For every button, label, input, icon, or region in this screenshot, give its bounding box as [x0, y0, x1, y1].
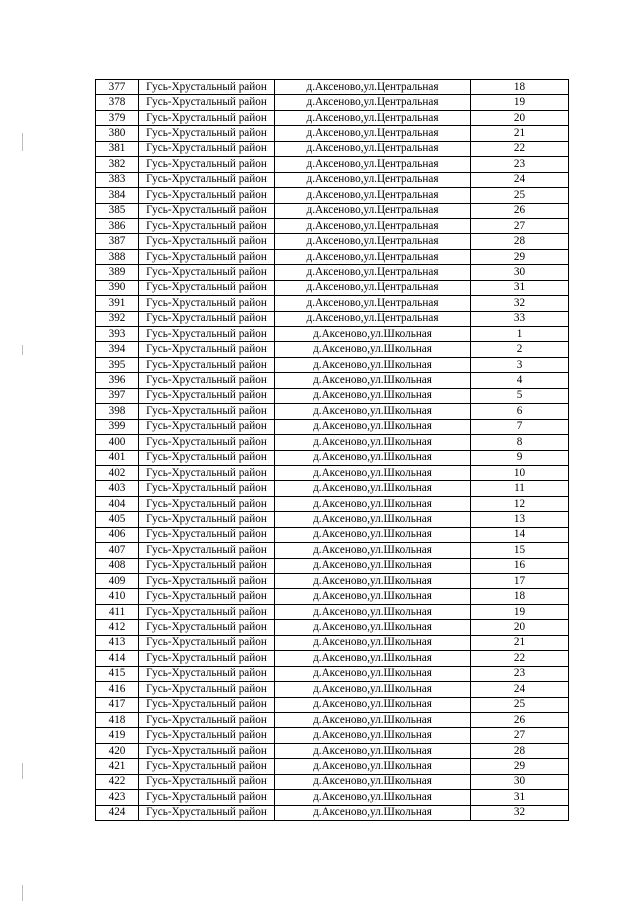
address-cell: д.Аксеново,ул.Школьная [275, 419, 471, 434]
table-row [96, 743, 569, 758]
table-row [96, 759, 569, 774]
district-cell: Гусь-Хрустальный район [139, 249, 275, 264]
table-row [96, 604, 569, 619]
house-number-cell: 24 [471, 682, 569, 697]
district-cell: Гусь-Хрустальный район [139, 203, 275, 218]
address-cell: д.Аксеново,ул.Школьная [275, 604, 471, 619]
table-row [96, 373, 569, 388]
table-row [96, 496, 569, 511]
address-cell: д.Аксеново,ул.Центральная [275, 280, 471, 295]
house-number-cell: 19 [471, 604, 569, 619]
district-cell: Гусь-Хрустальный район [139, 759, 275, 774]
table-row [96, 80, 569, 95]
house-number-cell: 23 [471, 666, 569, 681]
house-number-cell: 22 [471, 651, 569, 666]
row-number-cell: 379 [96, 110, 139, 125]
address-cell: д.Аксеново,ул.Школьная [275, 805, 471, 820]
house-number-cell: 31 [471, 790, 569, 805]
table-row [96, 342, 569, 357]
table-row [96, 188, 569, 203]
house-number-cell: 2 [471, 342, 569, 357]
address-cell: д.Аксеново,ул.Школьная [275, 481, 471, 496]
district-cell: Гусь-Хрустальный район [139, 265, 275, 280]
table-row [96, 172, 569, 187]
scan-margin-mark [22, 345, 23, 355]
row-number-cell: 413 [96, 635, 139, 650]
address-cell: д.Аксеново,ул.Школьная [275, 697, 471, 712]
address-cell: д.Аксеново,ул.Школьная [275, 635, 471, 650]
table-row [96, 357, 569, 372]
address-cell: д.Аксеново,ул.Школьная [275, 342, 471, 357]
address-cell: д.Аксеново,ул.Школьная [275, 327, 471, 342]
table-row [96, 419, 569, 434]
row-number-cell: 418 [96, 712, 139, 727]
row-number-cell: 385 [96, 203, 139, 218]
address-table [95, 79, 569, 821]
address-cell: д.Аксеново,ул.Школьная [275, 558, 471, 573]
district-cell: Гусь-Хрустальный район [139, 743, 275, 758]
row-number-cell: 405 [96, 512, 139, 527]
row-number-cell: 396 [96, 373, 139, 388]
address-cell: д.Аксеново,ул.Школьная [275, 404, 471, 419]
row-number-cell: 387 [96, 234, 139, 249]
row-number-cell: 394 [96, 342, 139, 357]
house-number-cell: 25 [471, 697, 569, 712]
address-cell: д.Аксеново,ул.Школьная [275, 790, 471, 805]
row-number-cell: 412 [96, 620, 139, 635]
row-number-cell: 390 [96, 280, 139, 295]
house-number-cell: 22 [471, 141, 569, 156]
district-cell: Гусь-Хрустальный район [139, 296, 275, 311]
row-number-cell: 419 [96, 728, 139, 743]
district-cell: Гусь-Хрустальный район [139, 95, 275, 110]
scan-margin-mark [22, 133, 23, 151]
row-number-cell: 401 [96, 450, 139, 465]
address-cell: д.Аксеново,ул.Школьная [275, 759, 471, 774]
row-number-cell: 391 [96, 296, 139, 311]
district-cell: Гусь-Хрустальный район [139, 620, 275, 635]
district-cell: Гусь-Хрустальный район [139, 805, 275, 820]
district-cell: Гусь-Хрустальный район [139, 80, 275, 95]
district-cell: Гусь-Хрустальный район [139, 280, 275, 295]
house-number-cell: 15 [471, 543, 569, 558]
house-number-cell: 24 [471, 172, 569, 187]
address-cell: д.Аксеново,ул.Центральная [275, 95, 471, 110]
row-number-cell: 411 [96, 604, 139, 619]
district-cell: Гусь-Хрустальный район [139, 774, 275, 789]
district-cell: Гусь-Хрустальный район [139, 496, 275, 511]
row-number-cell: 409 [96, 574, 139, 589]
address-cell: д.Аксеново,ул.Центральная [275, 80, 471, 95]
house-number-cell: 19 [471, 95, 569, 110]
table-row [96, 682, 569, 697]
row-number-cell: 407 [96, 543, 139, 558]
table-row [96, 620, 569, 635]
district-cell: Гусь-Хрустальный район [139, 574, 275, 589]
house-number-cell: 11 [471, 481, 569, 496]
house-number-cell: 5 [471, 388, 569, 403]
house-number-cell: 13 [471, 512, 569, 527]
row-number-cell: 397 [96, 388, 139, 403]
table-row [96, 110, 569, 125]
table-row [96, 589, 569, 604]
table-row [96, 327, 569, 342]
table-row [96, 512, 569, 527]
district-cell: Гусь-Хрустальный район [139, 450, 275, 465]
table-row [96, 558, 569, 573]
table-row [96, 388, 569, 403]
district-cell: Гусь-Хрустальный район [139, 589, 275, 604]
table-row [96, 404, 569, 419]
address-cell: д.Аксеново,ул.Центральная [275, 311, 471, 326]
district-cell: Гусь-Хрустальный район [139, 188, 275, 203]
district-cell: Гусь-Хрустальный район [139, 635, 275, 650]
row-number-cell: 378 [96, 95, 139, 110]
table-row [96, 126, 569, 141]
district-cell: Гусь-Хрустальный район [139, 790, 275, 805]
row-number-cell: 415 [96, 666, 139, 681]
row-number-cell: 400 [96, 435, 139, 450]
address-cell: д.Аксеново,ул.Школьная [275, 450, 471, 465]
address-cell: д.Аксеново,ул.Центральная [275, 157, 471, 172]
table-row [96, 774, 569, 789]
table-row [96, 141, 569, 156]
district-cell: Гусь-Хрустальный район [139, 327, 275, 342]
address-cell: д.Аксеново,ул.Школьная [275, 651, 471, 666]
house-number-cell: 29 [471, 249, 569, 264]
house-number-cell: 14 [471, 527, 569, 542]
district-cell: Гусь-Хрустальный район [139, 558, 275, 573]
address-table-body [96, 80, 569, 821]
district-cell: Гусь-Хрустальный район [139, 527, 275, 542]
address-cell: д.Аксеново,ул.Школьная [275, 712, 471, 727]
row-number-cell: 395 [96, 357, 139, 372]
row-number-cell: 377 [96, 80, 139, 95]
table-row [96, 712, 569, 727]
house-number-cell: 3 [471, 357, 569, 372]
row-number-cell: 414 [96, 651, 139, 666]
row-number-cell: 398 [96, 404, 139, 419]
house-number-cell: 27 [471, 728, 569, 743]
table-row [96, 465, 569, 480]
table-row [96, 265, 569, 280]
table-row [96, 790, 569, 805]
district-cell: Гусь-Хрустальный район [139, 126, 275, 141]
house-number-cell: 23 [471, 157, 569, 172]
table-row [96, 527, 569, 542]
house-number-cell: 28 [471, 234, 569, 249]
table-row [96, 697, 569, 712]
table-row [96, 728, 569, 743]
address-cell: д.Аксеново,ул.Школьная [275, 743, 471, 758]
house-number-cell: 20 [471, 110, 569, 125]
table-row [96, 311, 569, 326]
address-cell: д.Аксеново,ул.Школьная [275, 465, 471, 480]
row-number-cell: 423 [96, 790, 139, 805]
house-number-cell: 10 [471, 465, 569, 480]
district-cell: Гусь-Хрустальный район [139, 172, 275, 187]
row-number-cell: 408 [96, 558, 139, 573]
house-number-cell: 31 [471, 280, 569, 295]
row-number-cell: 421 [96, 759, 139, 774]
house-number-cell: 7 [471, 419, 569, 434]
row-number-cell: 424 [96, 805, 139, 820]
row-number-cell: 383 [96, 172, 139, 187]
address-cell: д.Аксеново,ул.Центральная [275, 141, 471, 156]
house-number-cell: 1 [471, 327, 569, 342]
house-number-cell: 6 [471, 404, 569, 419]
row-number-cell: 388 [96, 249, 139, 264]
district-cell: Гусь-Хрустальный район [139, 697, 275, 712]
row-number-cell: 386 [96, 218, 139, 233]
address-cell: д.Аксеново,ул.Центральная [275, 234, 471, 249]
table-row [96, 574, 569, 589]
district-cell: Гусь-Хрустальный район [139, 157, 275, 172]
house-number-cell: 8 [471, 435, 569, 450]
row-number-cell: 399 [96, 419, 139, 434]
address-cell: д.Аксеново,ул.Школьная [275, 357, 471, 372]
address-cell: д.Аксеново,ул.Центральная [275, 296, 471, 311]
address-cell: д.Аксеново,ул.Центральная [275, 249, 471, 264]
table-row [96, 218, 569, 233]
house-number-cell: 30 [471, 774, 569, 789]
address-cell: д.Аксеново,ул.Школьная [275, 666, 471, 681]
address-cell: д.Аксеново,ул.Школьная [275, 435, 471, 450]
row-number-cell: 382 [96, 157, 139, 172]
address-cell: д.Аксеново,ул.Центральная [275, 188, 471, 203]
house-number-cell: 18 [471, 589, 569, 604]
address-cell: д.Аксеново,ул.Центральная [275, 218, 471, 233]
address-cell: д.Аксеново,ул.Школьная [275, 728, 471, 743]
house-number-cell: 32 [471, 805, 569, 820]
row-number-cell: 403 [96, 481, 139, 496]
row-number-cell: 380 [96, 126, 139, 141]
table-row [96, 435, 569, 450]
district-cell: Гусь-Хрустальный район [139, 481, 275, 496]
address-cell: д.Аксеново,ул.Школьная [275, 512, 471, 527]
house-number-cell: 32 [471, 296, 569, 311]
row-number-cell: 417 [96, 697, 139, 712]
table-row [96, 450, 569, 465]
scan-margin-mark [22, 763, 23, 779]
house-number-cell: 33 [471, 311, 569, 326]
district-cell: Гусь-Хрустальный район [139, 712, 275, 727]
district-cell: Гусь-Хрустальный район [139, 218, 275, 233]
district-cell: Гусь-Хрустальный район [139, 728, 275, 743]
row-number-cell: 410 [96, 589, 139, 604]
address-cell: д.Аксеново,ул.Центральная [275, 126, 471, 141]
row-number-cell: 406 [96, 527, 139, 542]
district-cell: Гусь-Хрустальный район [139, 543, 275, 558]
house-number-cell: 16 [471, 558, 569, 573]
house-number-cell: 30 [471, 265, 569, 280]
district-cell: Гусь-Хрустальный район [139, 404, 275, 419]
district-cell: Гусь-Хрустальный район [139, 110, 275, 125]
house-number-cell: 20 [471, 620, 569, 635]
house-number-cell: 12 [471, 496, 569, 511]
row-number-cell: 393 [96, 327, 139, 342]
address-cell: д.Аксеново,ул.Школьная [275, 527, 471, 542]
address-cell: д.Аксеново,ул.Центральная [275, 203, 471, 218]
district-cell: Гусь-Хрустальный район [139, 512, 275, 527]
district-cell: Гусь-Хрустальный район [139, 373, 275, 388]
table-row [96, 234, 569, 249]
row-number-cell: 381 [96, 141, 139, 156]
address-cell: д.Аксеново,ул.Школьная [275, 543, 471, 558]
house-number-cell: 26 [471, 203, 569, 218]
house-number-cell: 28 [471, 743, 569, 758]
row-number-cell: 422 [96, 774, 139, 789]
address-cell: д.Аксеново,ул.Школьная [275, 589, 471, 604]
address-cell: д.Аксеново,ул.Школьная [275, 373, 471, 388]
district-cell: Гусь-Хрустальный район [139, 342, 275, 357]
house-number-cell: 17 [471, 574, 569, 589]
table-row [96, 203, 569, 218]
address-cell: д.Аксеново,ул.Школьная [275, 388, 471, 403]
address-cell: д.Аксеново,ул.Центральная [275, 265, 471, 280]
table-row [96, 481, 569, 496]
address-cell: д.Аксеново,ул.Центральная [275, 110, 471, 125]
district-cell: Гусь-Хрустальный район [139, 435, 275, 450]
house-number-cell: 9 [471, 450, 569, 465]
row-number-cell: 416 [96, 682, 139, 697]
district-cell: Гусь-Хрустальный район [139, 311, 275, 326]
district-cell: Гусь-Хрустальный район [139, 682, 275, 697]
table-row [96, 651, 569, 666]
district-cell: Гусь-Хрустальный район [139, 357, 275, 372]
district-cell: Гусь-Хрустальный район [139, 234, 275, 249]
house-number-cell: 4 [471, 373, 569, 388]
house-number-cell: 27 [471, 218, 569, 233]
address-cell: д.Аксеново,ул.Школьная [275, 682, 471, 697]
table-row [96, 635, 569, 650]
house-number-cell: 21 [471, 126, 569, 141]
row-number-cell: 404 [96, 496, 139, 511]
table-row [96, 666, 569, 681]
address-cell: д.Аксеново,ул.Школьная [275, 774, 471, 789]
row-number-cell: 420 [96, 743, 139, 758]
row-number-cell: 392 [96, 311, 139, 326]
row-number-cell: 384 [96, 188, 139, 203]
house-number-cell: 29 [471, 759, 569, 774]
district-cell: Гусь-Хрустальный район [139, 666, 275, 681]
table-row [96, 249, 569, 264]
table-row [96, 543, 569, 558]
table-row [96, 157, 569, 172]
district-cell: Гусь-Хрустальный район [139, 388, 275, 403]
house-number-cell: 18 [471, 80, 569, 95]
address-cell: д.Аксеново,ул.Школьная [275, 620, 471, 635]
house-number-cell: 25 [471, 188, 569, 203]
row-number-cell: 389 [96, 265, 139, 280]
address-cell: д.Аксеново,ул.Центральная [275, 172, 471, 187]
address-cell: д.Аксеново,ул.Школьная [275, 574, 471, 589]
district-cell: Гусь-Хрустальный район [139, 419, 275, 434]
table-row [96, 296, 569, 311]
table-row [96, 95, 569, 110]
scan-margin-mark [22, 885, 23, 901]
table-row [96, 280, 569, 295]
house-number-cell: 21 [471, 635, 569, 650]
row-number-cell: 402 [96, 465, 139, 480]
district-cell: Гусь-Хрустальный район [139, 651, 275, 666]
house-number-cell: 26 [471, 712, 569, 727]
district-cell: Гусь-Хрустальный район [139, 465, 275, 480]
address-cell: д.Аксеново,ул.Школьная [275, 496, 471, 511]
district-cell: Гусь-Хрустальный район [139, 604, 275, 619]
district-cell: Гусь-Хрустальный район [139, 141, 275, 156]
table-row [96, 805, 569, 820]
